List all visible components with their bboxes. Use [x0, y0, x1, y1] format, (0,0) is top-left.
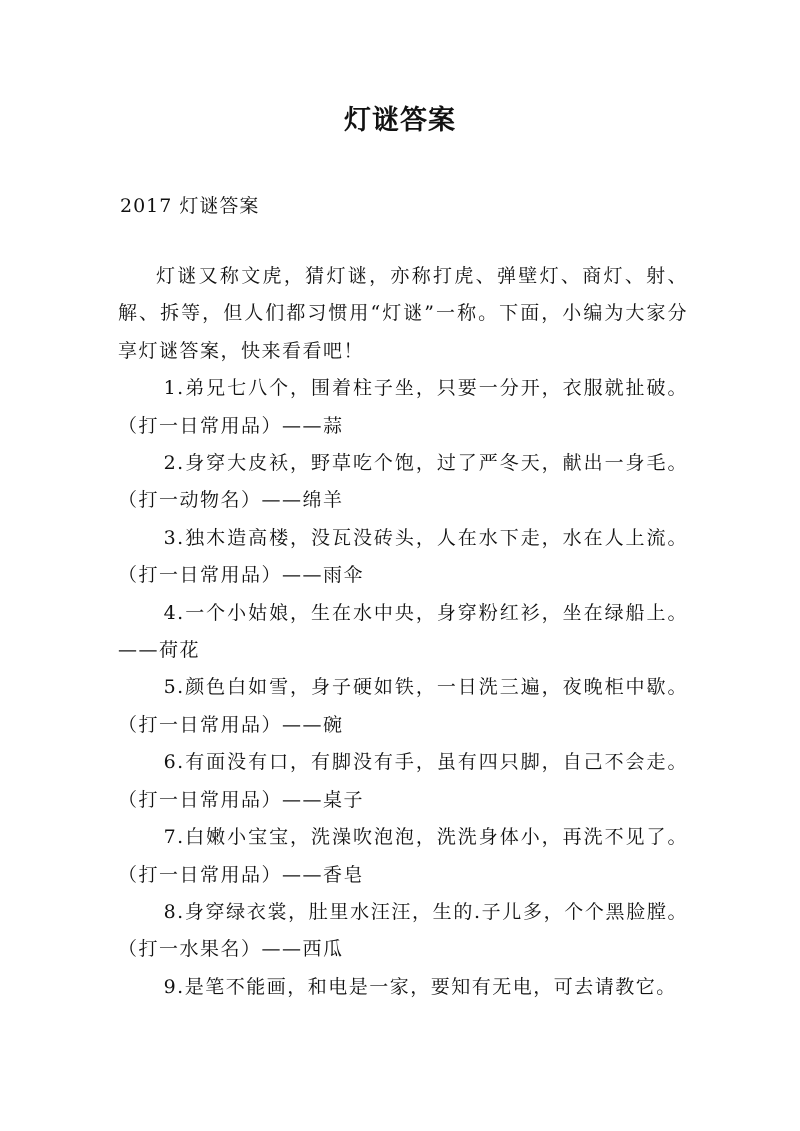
riddle-item: 4.一个小姑娘，生在水中央，身穿粉红衫，坐在绿船上。——荷花: [118, 601, 688, 662]
riddle-item: 5.颜色白如雪，身子硬如铁，一日洗三遍，夜晚柜中歇。（打一日常用品）——碗: [118, 676, 688, 736]
riddle-item: 8.身穿绿衣裳，肚里水汪汪，生的.子儿多，个个黑脸膛。（打一水果名）——西瓜: [118, 900, 688, 961]
intro-paragraph: 灯谜又称文虎，猜灯谜，亦称打虎、弹壁灯、商灯、射、解、拆等，但人们都习惯用“灯谜”一称。下面，小编为大家分享灯谜答案，快来看看吧！: [118, 265, 688, 362]
riddle-item: 1.弟兄七八个，围着柱子坐，只要一分开，衣服就扯破。（打一日常用品）——蒜: [118, 377, 688, 437]
riddle-item: 7.白嫩小宝宝，洗澡吹泡泡，洗洗身体小，再洗不见了。（打一日常用品）——香皂: [118, 826, 688, 886]
document-subtitle: 2017 灯谜答案: [120, 195, 260, 217]
document-title: 灯谜答案: [344, 105, 456, 136]
riddle-item: 6.有面没有口，有脚没有手，虽有四只脚，自己不会走。（打一日常用品）——桌子: [118, 751, 688, 811]
riddle-item: 2.身穿大皮袄，野草吃个饱，过了严冬天，献出一身毛。（打一动物名）——绵羊: [118, 452, 688, 512]
riddle-item: 9.是笔不能画，和电是一家，要知有无电，可去请教它。: [163, 975, 677, 998]
riddle-item: 3.独木造高楼，没瓦没砖头，人在水下走，水在人上流。（打一日常用品）——雨伞: [118, 526, 688, 587]
document-body: [118, 258, 688, 1006]
